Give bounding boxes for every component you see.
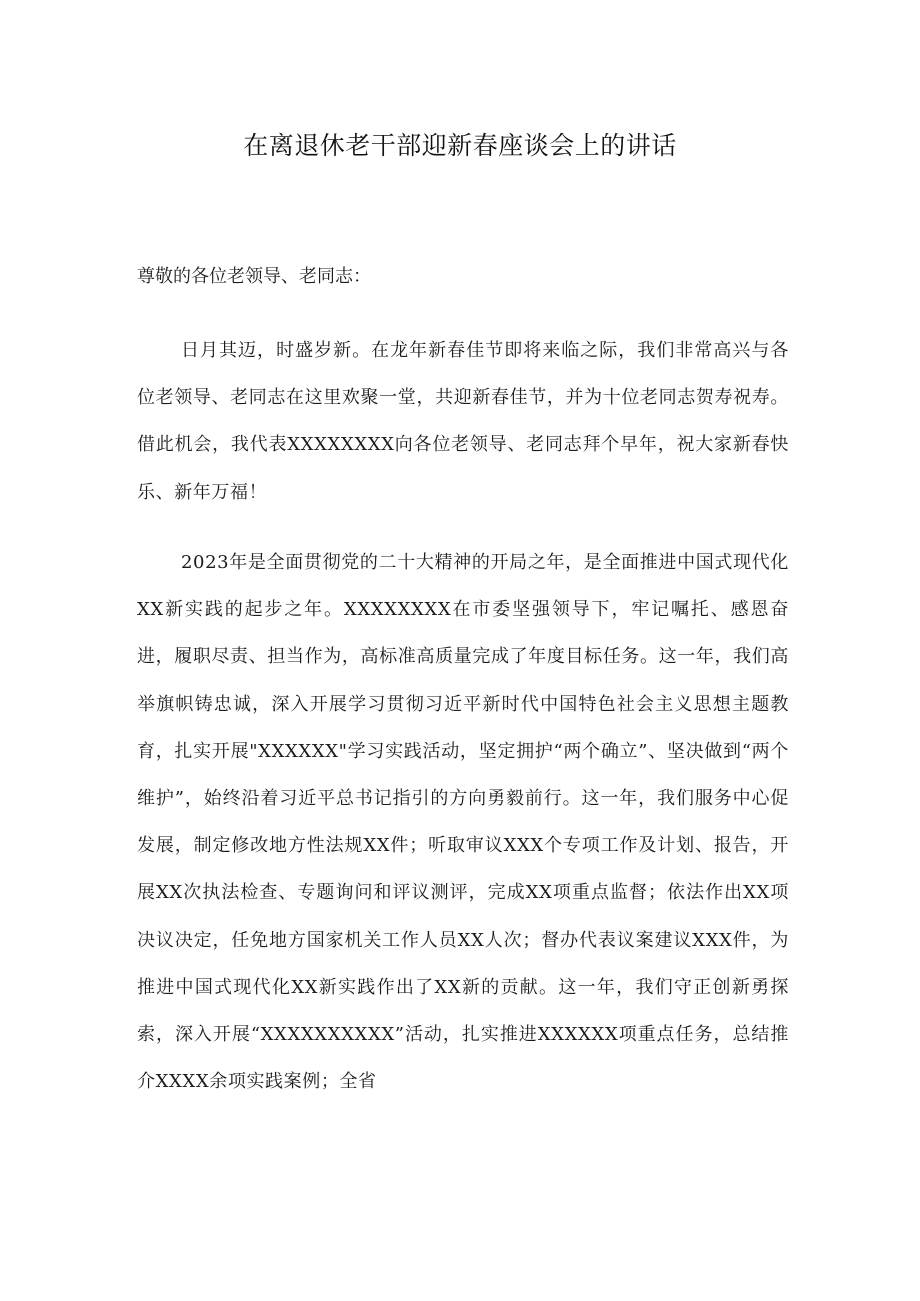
paragraph-greeting: 日月其迈，时盛岁新。在龙年新春佳节即将来临之际，我们非常高兴与各位老领导、老同志在这里欢聚一堂，共迎新春佳节，并为十位老同志贺寿祝寿。借此机会，我代表XXXXXXXX向各位老领导、老同志拜个早年，祝大家新春快乐、新年万福！ [137, 340, 789, 503]
salutation: 尊敬的各位老领导、老同志： [137, 266, 371, 287]
paragraph-review: 2023年是全面贯彻党的二十大精神的开局之年，是全面推进中国式现代化XX新实践的起步之年。XXXXXXXX在市委坚强领导下，牢记嘱托、感恩奋进，履职尽责、担当作为，高标准高质量完成了年度目标任务。这一年，我们高举旗帜铸忠诚，深入开展学习贯彻习近平新时代中国特色社会主义思想主题教育，扎实开展"XXXXXX"学习实践活动，坚定拥护“两个确立”、坚决做到“两个维护”，始终沿着习近平总书记指引的方向勇毅前行。这一年，我们服务中心促发展，制定修改地方性法规XX件；听取审议XXX个专项工作及计划、报告，开展XX次执法检查、专题询问和评议测评，完成XX项重点监督；依法作出XX项决议决定，任免地方国家机关工作人员XX人次；督办代表议案建议XXX件，为推进中国式现代化XX新实践作出了XX新的贡献。这一年，我们守正创新勇探索，深入开展“XXXXXXXXXX”活动，扎实推进XXXXXX项重点任务，总结推介XXXX余项实践案例；全省 [137, 552, 789, 1093]
document-title: 在离退休老干部迎新春座谈会上的讲话 [243, 131, 677, 160]
